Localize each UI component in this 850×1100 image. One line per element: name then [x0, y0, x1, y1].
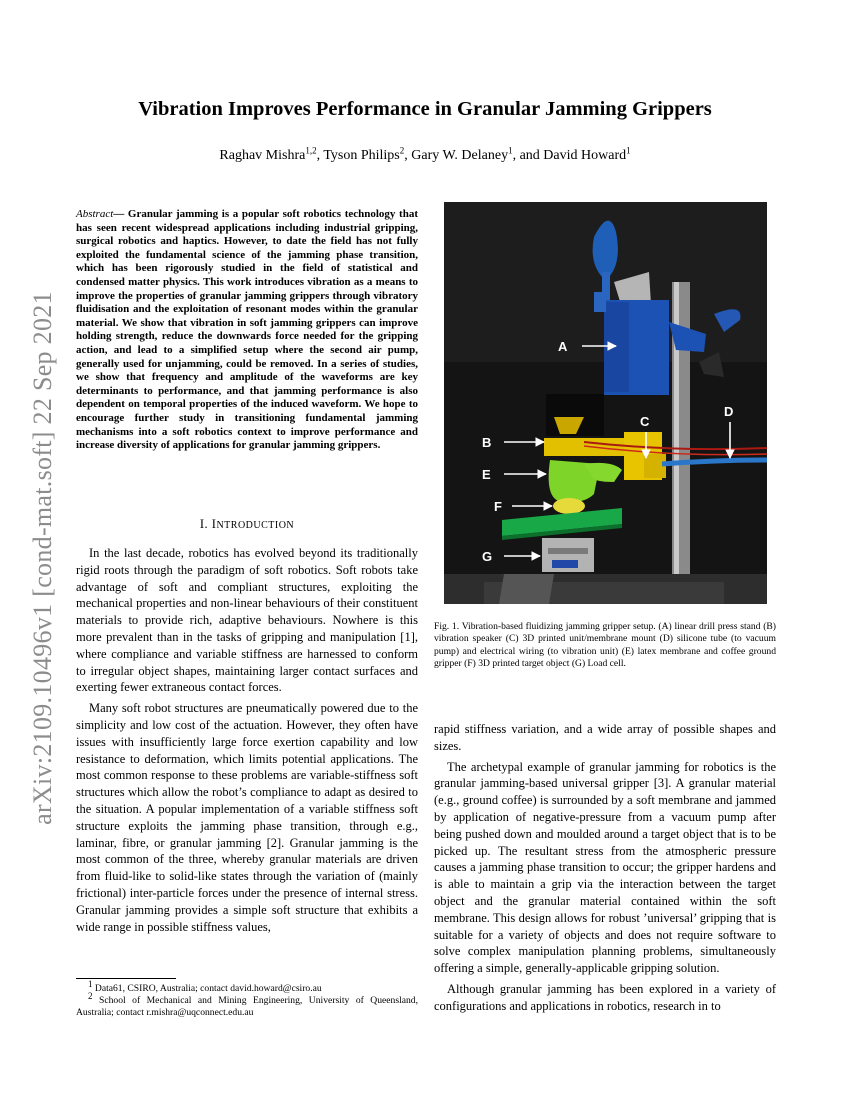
figure-label-g: G [482, 549, 493, 564]
abstract-label: Abstract [76, 208, 114, 220]
arxiv-identifier: arXiv:2109.10496v1 [cond-mat.soft] 22 Sep 2021 [28, 291, 57, 825]
author: Gary W. Delaney$^1$ [411, 145, 513, 163]
paragraph: The archetypal example of granular jamming for robotics is the granular jamming-based universal gripper [3]. A granular material (e.g., ground coffee) is surrounded by a soft membrane and jammed by application of negative-pressure from a vacuum pump after being pushed down and moulded around a target object that is to be picked up. The resultant stress from the atmospheric pressure causes a jamming phase transition to occur; the gripper hardens and is able to maintain a grip via the interaction between the target object and the granular material contained within the soft membrane. This design allows for robust ’universal’ gripping that is suitable for a variety of objects and does not require software to solve complex manipulation planning problems, simultaneously offering a simple, generally-applicable gripping solution. [434, 759, 776, 976]
paper-title: Vibration Improves Performance in Granular Jamming Grippers [138, 98, 712, 120]
section-heading: I. INTRODUCTION [199, 517, 295, 531]
author: Tyson Philips$^2$ [323, 145, 405, 163]
figure-label-b: B [482, 435, 492, 450]
footnote: $^1$ Data61, CSIRO, Australia; contact david.howard@csiro.au [88, 978, 322, 994]
footnote: $^2$ School of Mechanical and Mining Engineering, University of Queensland, Australia; contact r.mishra@uqconnect.edu.au [76, 990, 418, 1018]
paragraph: In the last decade, robotics has evolved beyond its traditionally rigid roots through the paradigm of soft robotics. Soft robots take advantage of soft and compliant structures, exploiting the mechanical properties and non-linear behaviours of their constituent materials to provide rich, adaptive behaviours. Nowhere is this more prevalent than in the tasks of gripping and manipulation [1], where compliance and variable stiffness are harnessed to conform to irregular object shapes, maintaining larger contact surfaces and exerting fewer extraneous contact forces. [76, 546, 418, 695]
figure-label-d: D [724, 404, 734, 419]
author-list: Raghav Mishra$^{1,2}$, Tyson Philips$^2$, Gary W. Delaney$^1$, and David Howard$^1$ [219, 145, 631, 163]
author: Raghav Mishra$^{1,2}$ [219, 145, 317, 163]
figure-label-f: F [494, 499, 502, 514]
left-column-body [76, 545, 418, 939]
paragraph: Many soft robot structures are pneumatically powered due to the simplicity and low cost of the actuation. However, they often have issues with insufficiently large force exertion capability and low resistance to deformation, which limits potential applications. The most common response to these problems are variable-stiffness soft structures which allow the robot’s compliance to adapt as desired to the situation. A popular implementation of a variable stiffness soft structure exploits the jamming phase transition, through e.g., laminar, fibre, or granular jamming [2]. Granular jamming is the most common of the three, whereby granular materials are driven from fluid-like to solid-like states through the variation of (mainly frictional) inter-particle forces under the presence of internal stress. Granular jamming provides a simple soft structure that exhibits a wide range in possible stiffness values, [76, 701, 418, 934]
abstract-text: Granular jamming is a popular soft robotics technology that has seen recent widespread applications including industrial gripping, surgical robotics and haptics. However, to date the field has not fully exploited the fundamental science of the jamming phase transition, which has been rigorously studied in the field of statistical and condensed matter physics. This work introduces vibration as a means to improve the properties of granular jamming grippers through vibratory fluidisation and the exploitation of resonant modes within the granular material. We show that vibration in soft jamming grippers can improve holding strength, reduce the downwards force needed for the gripping action, and lead to a simplified setup where the second air pump, generally used for unjamming, could be removed. In a series of studies, we show that frequency and amplitude of the waveforms are key determinants to performance, and that jamming performance is also dependent on temporal properties of the induced waveform. We hope to encourage further study in transitioning fundamental jamming mechanisms into a soft robotics context to improve performance and increase diversity of applications for granular jamming grippers. [76, 208, 418, 452]
figure-label-e: E [482, 467, 491, 482]
author: David Howard$^1$ [543, 145, 631, 163]
figure-label-c: C [640, 414, 650, 429]
figure-label-a: A [558, 339, 568, 354]
right-column-body [434, 721, 776, 1019]
paragraph: Although granular jamming has been explored in a variety of configurations and applications in robotics, research in to [434, 981, 776, 1013]
figure-gripper-photo [444, 202, 767, 604]
arxiv-side-stamp [16, 268, 70, 848]
footnotes [76, 978, 418, 1019]
paragraph: rapid stiffness variation, and a wide array of possible shapes and sizes. [434, 722, 776, 753]
abstract: Abstract— Granular jamming is a popular soft robotics technology that has seen recent widespread applications including industrial gripping, surgical robotics and haptics. However, to date the field has not fully exploited the fundamental science of the jamming phase transition, which has been rigorously studied in the field of statistical and condensed matter physics. This work introduces vibration as a means to improve the properties of granular jamming grippers through vibratory fluidisation and the exploitation of resonant modes within the granular material. We show that vibration in soft jamming grippers can improve holding strength, reduce the downwards force needed for the gripping action, and lead to a simplified setup where the second air pump, generally used for unjamming, could be removed. In a series of studies, we show that frequency and amplitude of the waveforms are key determinants to performance, and that jamming performance is also dependent on temporal properties of the induced waveform. We hope to encourage further study in transitioning fundamental jamming mechanisms into a soft robotics context to improve performance and increase diversity of applications for granular jamming grippers. [76, 208, 418, 452]
figure-caption: Fig. 1. Vibration-based fluidizing jamming gripper setup. (A) linear drill press stand (B) vibration speaker (C) 3D printed unit/membrane mount (D) silicone tube (to vacuum pump) and electrical wiring (to vibration unit) (E) latex membrane and coffee ground gripper (F) 3D printed target object (G) Load cell. [434, 621, 776, 670]
